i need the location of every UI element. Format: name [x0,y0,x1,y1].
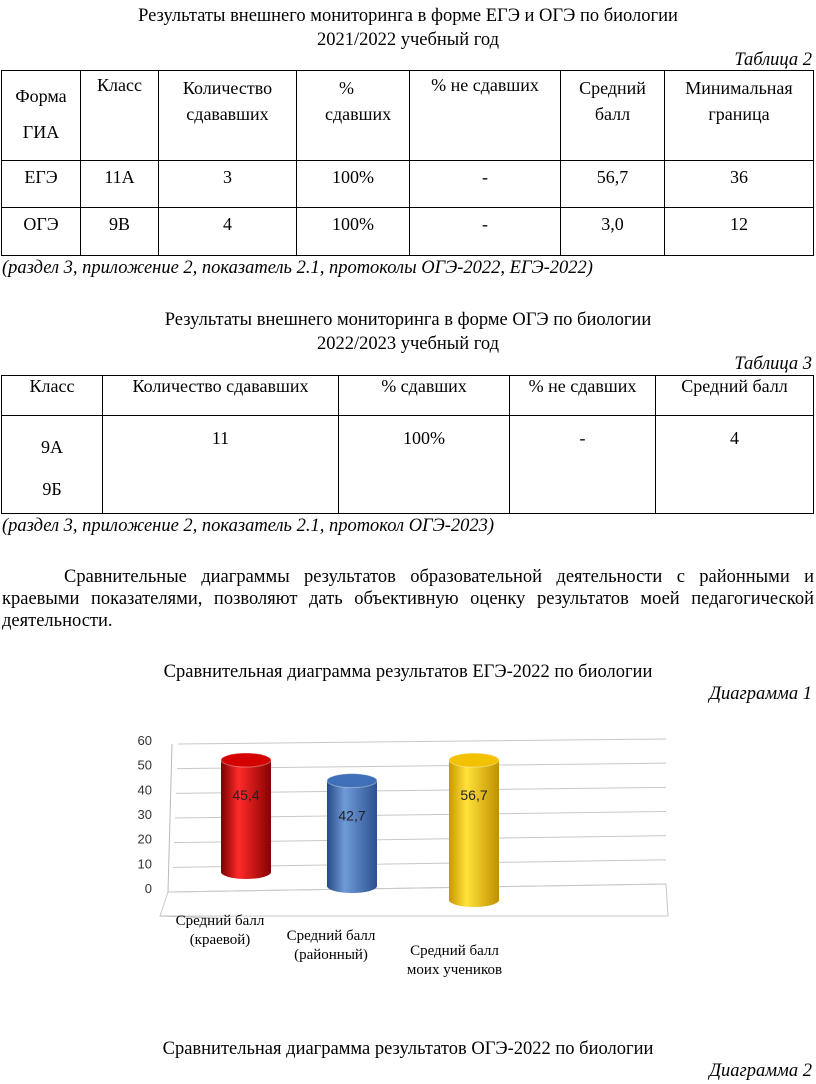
table-cell: 4 [656,416,814,514]
diagram1-caption: Сравнительная диаграмма результатов ЕГЭ-2022 по биологии [163,662,653,682]
table2-header-cell [159,71,297,161]
table2-header-cell [2,71,81,161]
table-cell: 100% [339,416,510,514]
header-text: Форма [15,86,67,106]
table-cell: 36 [665,161,814,208]
bar-top [327,774,377,788]
diagram1-label: Диаграмма 1 [709,684,812,704]
table2-title-line2: 2021/2022 учебный год [316,30,500,50]
category-text: (краевой) [189,932,251,948]
chart-frame [138,733,668,918]
table2-header-cell [81,71,159,161]
diagram2-caption: Сравнительная диаграмма результатов ОГЭ-2022 по биологии [162,1039,654,1059]
category-text: (районный) [294,947,368,963]
table3-header-cell: % не сдавших [510,376,656,416]
table3-header-cell: Количество сдававших [103,376,339,416]
header-text: Количество [182,78,273,98]
table3-title-line1: Результаты внешнего мониторинга в форме ОГЭ по биологии [164,310,652,330]
table2-header-cell [297,71,410,161]
header-text: сдавших [325,104,392,124]
category-text: моих учеников [406,962,503,978]
bar-body [221,760,271,879]
table3-header-cell: % сдавших [339,376,510,416]
table-cell: 4 [159,208,297,256]
table-cell: - [410,208,561,256]
table2-header-cell [665,71,814,161]
data-label: 42,7 [338,807,366,824]
y-tick-label: 40 [137,782,152,798]
y-tick-label: 50 [137,757,152,773]
category-text: Средний балл [410,943,499,959]
table-cell: 100% [297,161,410,208]
data-label: 56,7 [460,787,488,804]
table-cell: - [510,416,656,514]
header-text: Минимальная [685,78,793,98]
table-cell: - [410,161,561,208]
category-label-district [276,927,386,965]
table-cell: 3 [159,161,297,208]
table2-label: Таблица 2 [734,50,812,70]
table-row [2,161,814,208]
chart-bar [449,753,499,907]
header-text: ГИА [22,122,60,142]
header-text: граница [708,104,770,124]
y-tick-label: 30 [137,807,152,822]
gridline [178,739,666,744]
paragraph-text: Сравнительные диаграммы результатов образовательной деятельности с районными и краевыми показателями, позволяют дать объективную оценку результатов моей педагогической деятельности. [2,567,814,631]
header-text: % [339,78,354,98]
table2-header-cell [410,71,561,161]
category-label-regional [165,912,275,950]
class-9a: 9А [41,437,63,457]
y-axis-wall [168,744,172,892]
table2-header-cell [561,71,665,161]
table-cell: 3,0 [561,208,665,256]
bar-body [449,760,499,907]
table3-label: Таблица 3 [734,354,812,374]
category-text: Средний балл [286,928,376,944]
y-tick-label: 20 [137,831,152,847]
y-tick-label: 10 [137,856,152,872]
y-tick-label: 60 [137,733,152,748]
table3-title-line2: 2022/2023 учебный год [316,334,500,354]
bar-top [221,753,271,767]
header-text: Класс [97,75,142,95]
intro-paragraph [2,566,814,632]
diagram2-label: Диаграмма 2 [709,1061,812,1081]
table3-header-cell: Средний балл [656,376,814,416]
table2-title-line1: Результаты внешнего мониторинга в форме ЕГЭ и ОГЭ по биологии [138,6,678,26]
bar-top [449,753,499,767]
table-cell: 11А [81,161,159,208]
table-cell: 12 [665,208,814,256]
table-row [2,416,814,514]
table-cell: 9В [81,208,159,256]
header-text: Средний [579,78,646,98]
category-label-mine [392,942,517,980]
table-cell: ОГЭ [2,208,81,256]
table3-header-row [2,376,814,416]
bar-body [327,781,377,893]
chart-bar [221,753,271,879]
table2 [1,70,814,256]
data-label: 45,4 [232,787,260,804]
table2-header-row [2,71,814,161]
table3 [1,375,814,514]
table2-note: (раздел 3, приложение 2, показатель 2.1, протоколы ОГЭ-2022, ЕГЭ-2022) [2,258,593,278]
header-text: сдававших [186,104,269,124]
diagram1-chart [100,718,700,918]
table3-header-cell: Класс [2,376,103,416]
header-text: % не сдавших [431,75,539,95]
table-cell [2,416,103,514]
header-text: балл [594,104,631,124]
category-text: Средний балл [175,913,265,929]
table-cell: 100% [297,208,410,256]
table-cell: 56,7 [561,161,665,208]
table-cell: 11 [103,416,339,514]
chart-bars [221,753,499,907]
table-row [2,208,814,256]
class-9b: 9Б [42,479,62,499]
table-cell: ЕГЭ [2,161,81,208]
table3-note: (раздел 3, приложение 2, показатель 2.1, протокол ОГЭ-2023) [2,516,495,536]
y-tick-label: 0 [144,881,152,896]
chart-bar [327,774,377,893]
